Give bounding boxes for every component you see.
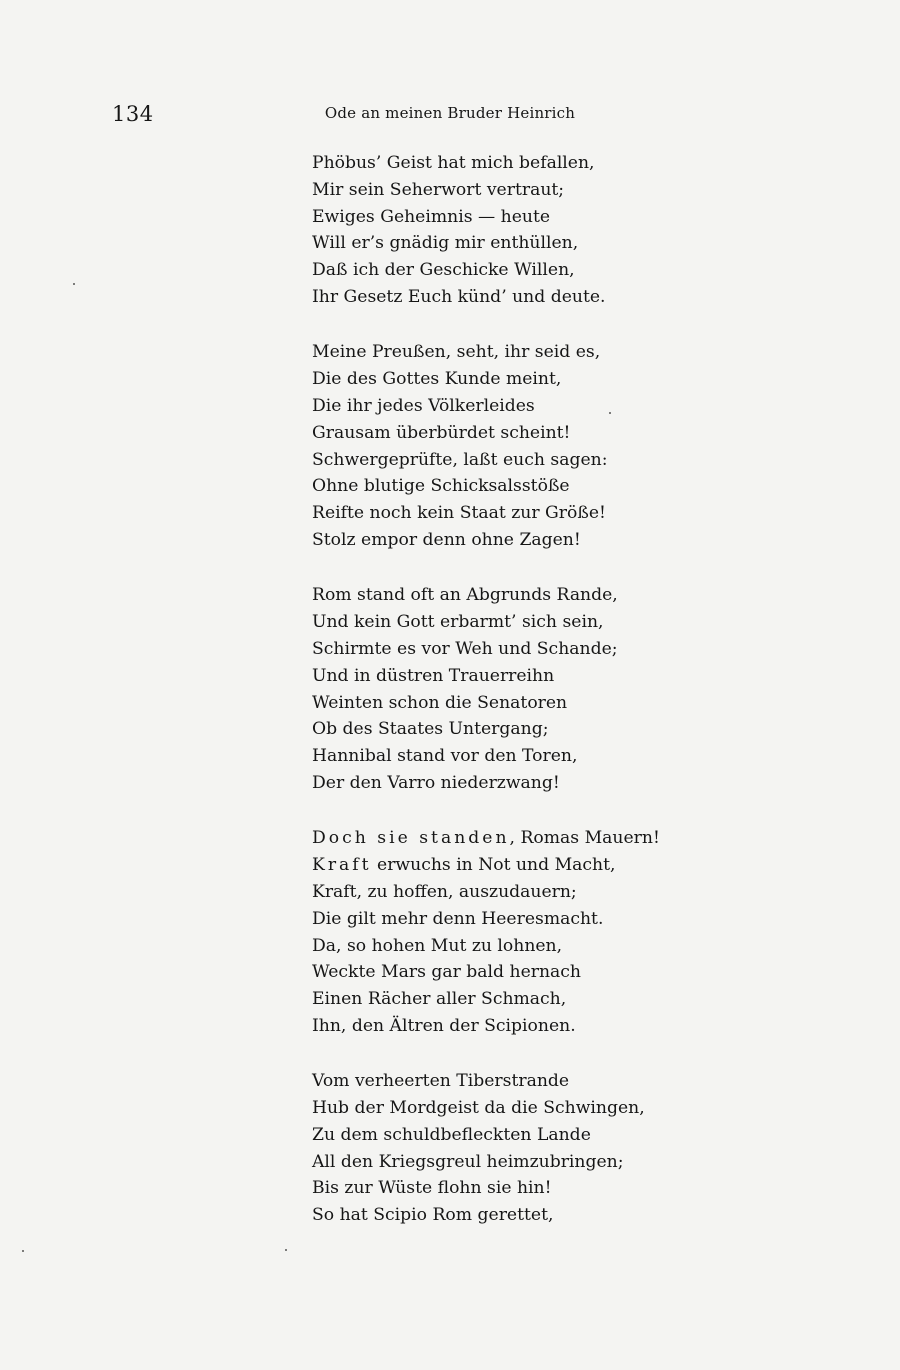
poem-line: Rom stand oft an Abgrunds Rande, bbox=[312, 585, 618, 606]
poem-line: So hat Scipio Rom gerettet, bbox=[312, 1205, 554, 1226]
poem-line: Die gilt mehr denn Heeresmacht. bbox=[312, 908, 604, 929]
poem-line: Weinten schon die Senatoren bbox=[312, 692, 568, 713]
poem-line: Kraft, zu hoffen, auszudauern; bbox=[312, 881, 577, 902]
poem-line: Daß ich der Geschicke Willen, bbox=[312, 260, 575, 281]
page-number: 134 bbox=[112, 102, 154, 126]
poem-line: Einen Rächer aller Schmach, bbox=[312, 989, 567, 1010]
poem-line: Und in düstren Trauerreihn bbox=[312, 665, 555, 686]
poem-line: Vom verheerten Tiberstrande bbox=[312, 1071, 570, 1092]
poem-line: Und kein Gott erbarmt’ sich sein, bbox=[312, 612, 604, 633]
poem-line: Phöbus’ Geist hat mich befallen, bbox=[312, 153, 595, 173]
poem-line: Schirmte es vor Weh und Schande; bbox=[312, 638, 618, 659]
poem bbox=[312, 150, 832, 1258]
emphasis-spaced: Doch sie standen bbox=[312, 828, 510, 849]
poem-line: Stolz empor denn ohne Zagen! bbox=[312, 529, 581, 550]
poem-line: Da, so hohen Mut zu lohnen, bbox=[312, 935, 563, 956]
scan-speck bbox=[609, 412, 611, 414]
scan-speck bbox=[73, 283, 75, 285]
stanza-5 bbox=[312, 1068, 832, 1229]
stanza-4 bbox=[312, 825, 832, 1039]
poem-line bbox=[312, 825, 832, 852]
stanza-3 bbox=[312, 582, 832, 796]
stanza-2 bbox=[312, 339, 832, 553]
poem-line: Weckte Mars gar bald hernach bbox=[312, 962, 581, 983]
scan-speck bbox=[285, 1249, 287, 1251]
emphasis-spaced: Kraft bbox=[312, 855, 372, 876]
poem-line: Hannibal stand vor den Toren, bbox=[312, 746, 578, 767]
poem-line: Der den Varro niederzwang! bbox=[312, 772, 560, 793]
poem-line: Meine Preußen, seht, ihr seid es, bbox=[312, 342, 601, 363]
poem-line: Ewiges Geheimnis — heute bbox=[312, 206, 551, 227]
poem-line: Die des Gottes Kunde meint, bbox=[312, 369, 562, 390]
poem-line: Ohne blutige Schicksalsstöße bbox=[312, 476, 570, 497]
poem-line: Will er’s gnädig mir enthüllen, bbox=[312, 233, 579, 254]
stanza-1 bbox=[312, 150, 832, 311]
poem-line: Mir sein Seherwort vertraut; bbox=[312, 179, 565, 200]
line-rest: , Romas Mauern! bbox=[509, 828, 660, 849]
line-rest: erwuchs in Not und Macht, bbox=[371, 855, 616, 876]
running-title: Ode an meinen Bruder Heinrich bbox=[324, 104, 576, 122]
poem-line: Ihn, den Ältren der Scipionen. bbox=[312, 1015, 576, 1036]
poem-line: Schwergeprüfte, laßt euch sagen: bbox=[312, 449, 608, 470]
poem-line: Bis zur Wüste flohn sie hin! bbox=[312, 1178, 552, 1199]
poem-line: Die ihr jedes Völkerleides bbox=[312, 395, 535, 416]
poem-line: Reifte noch kein Staat zur Größe! bbox=[312, 503, 606, 524]
poem-line: Ihr Gesetz Euch künd’ und deute. bbox=[312, 286, 606, 307]
poem-line: Zu dem schuldbefleckten Lande bbox=[312, 1124, 591, 1145]
poem-line bbox=[312, 852, 832, 879]
scan-speck bbox=[22, 1250, 24, 1252]
poem-line: All den Kriegsgreul heimzubringen; bbox=[312, 1151, 624, 1172]
poem-line: Ob des Staates Untergang; bbox=[312, 719, 549, 740]
poem-line: Hub der Mordgeist da die Schwingen, bbox=[312, 1098, 645, 1119]
poem-line: Grausam überbürdet scheint! bbox=[312, 422, 571, 443]
